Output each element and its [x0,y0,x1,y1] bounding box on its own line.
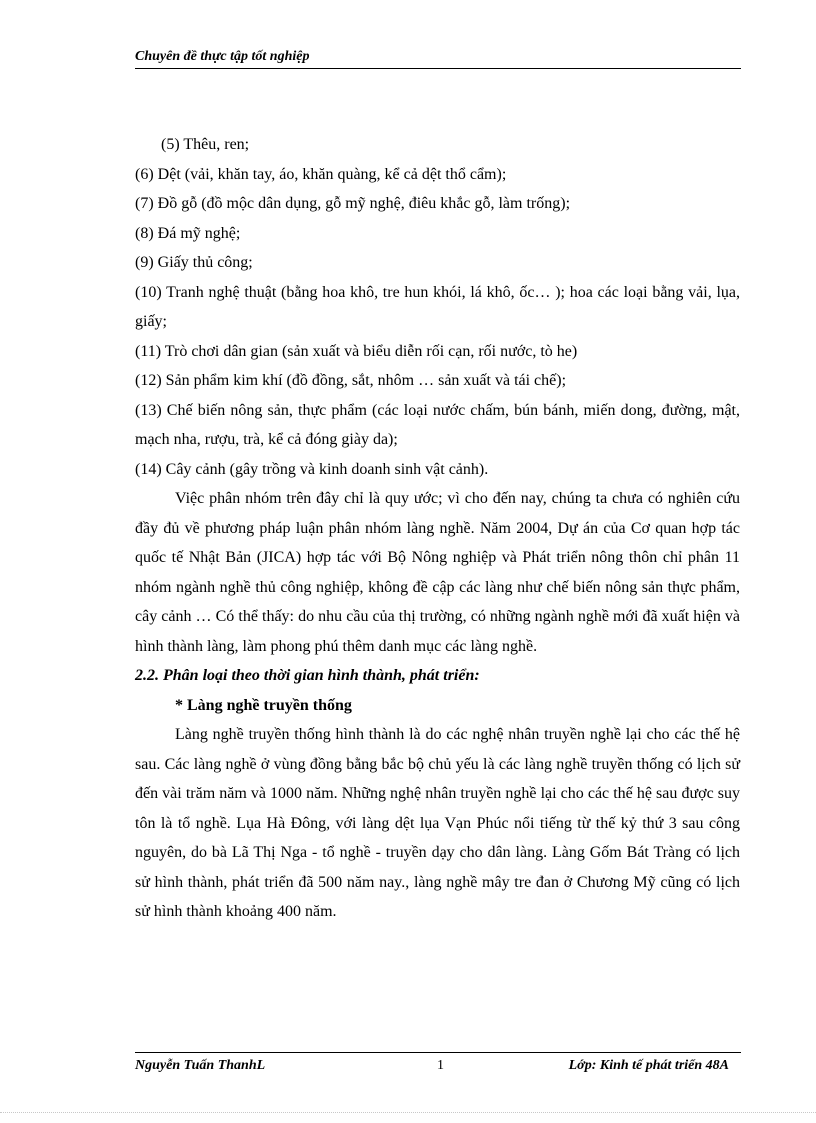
page-footer [135,1052,741,1073]
body-paragraph: Việc phân nhóm trên đây chỉ là quy ước; vì cho đến nay, chúng ta chưa có nghiên cứu đầy đủ về phương pháp luận phân nhóm làng nghề. Năm 2004, Dự án của Cơ quan hợp tác quốc tế Nhật Bản (JICA) hợp tác với Bộ Nông nghiệp và Phát triển nông thôn chỉ phân 11 nhóm ngành nghề thủ công nghiệp, không đề cập các làng như chế biến nông sản thực phẩm, cây cảnh … Có thể thấy: do nhu cầu của thị trường, có những ngành nghề mới đã xuất hiện và hình thành làng, làm phong phú thêm danh mục các làng nghề. [135,490,740,655]
document-body [135,130,740,927]
page-number: 1 [437,1058,444,1073]
list-item: (14) Cây cảnh (gây trồng và kinh doanh sinh vật cảnh). [135,460,489,478]
header-title: Chuyên đề thực tập tốt nghiệp [135,49,310,64]
list-item: (11) Trò chơi dân gian (sản xuất và biểu diễn rối cạn, rối nước, tò he) [135,342,578,360]
list-item: (7) Đồ gỗ (đồ mộc dân dụng, gỗ mỹ nghệ, điêu khắc gỗ, làm trống); [135,195,571,212]
list-item: (13) Chế biến nông sản, thực phẩm (các loại nước chấm, bún bánh, miến dong, đường, mật, mạch nha, rượu, trà, kể cả đóng giày da); [135,401,740,448]
list-item: (8) Đá mỹ nghệ; [135,224,241,242]
body-paragraph: Làng nghề truyền thống hình thành là do các nghệ nhân truyền nghề lại cho các thế hệ sau. Các làng nghề ở vùng đồng bằng bắc bộ chủ yếu là các làng nghề truyền thống có lịch sử đến vài trăm năm và 1000 năm. Những nghệ nhân truyền nghề lại cho các thế hệ sau được suy tôn là tổ nghề. Lụa Hà Đông, với làng dệt lụa Vạn Phúc nổi tiếng từ thế kỷ thứ 3 sau công nguyên, do bà Lã Thị Nga - tổ nghề - truyền dạy cho dân làng. Làng Gốm Bát Tràng có lịch sử hình thành, phát triển đã 500 năm nay., làng nghề mây tre đan ở Chương Mỹ cũng có lịch sử hình thành khoảng 400 năm. [135,726,740,920]
list-item: (9) Giấy thủ công; [135,254,253,271]
page-edge-divider [0,1112,816,1114]
list-item: (10) Tranh nghệ thuật (bằng hoa khô, tre hun khói, lá khô, ốc… ); hoa các loại bằng vải, lụa, giấy; [135,283,740,330]
footer-class-info: Lớp: Kinh tế phát triển 48A [568,1058,729,1073]
list-item: (12) Sản phẩm kim khí (đồ đồng, sắt, nhôm … sản xuất và tái chế); [135,372,567,389]
sub-heading: * Làng nghề truyền thống [175,696,352,714]
list-item: (5) Thêu, ren; [161,136,250,153]
list-item: (6) Dệt (vải, khăn tay, áo, khăn quàng, kể cả dệt thổ cẩm); [135,165,507,183]
page-header [135,48,741,69]
footer-author: Nguyễn Tuấn ThanhL [135,1058,266,1073]
section-heading: 2.2. Phân loại theo thời gian hình thành, phát triển: [135,667,480,684]
